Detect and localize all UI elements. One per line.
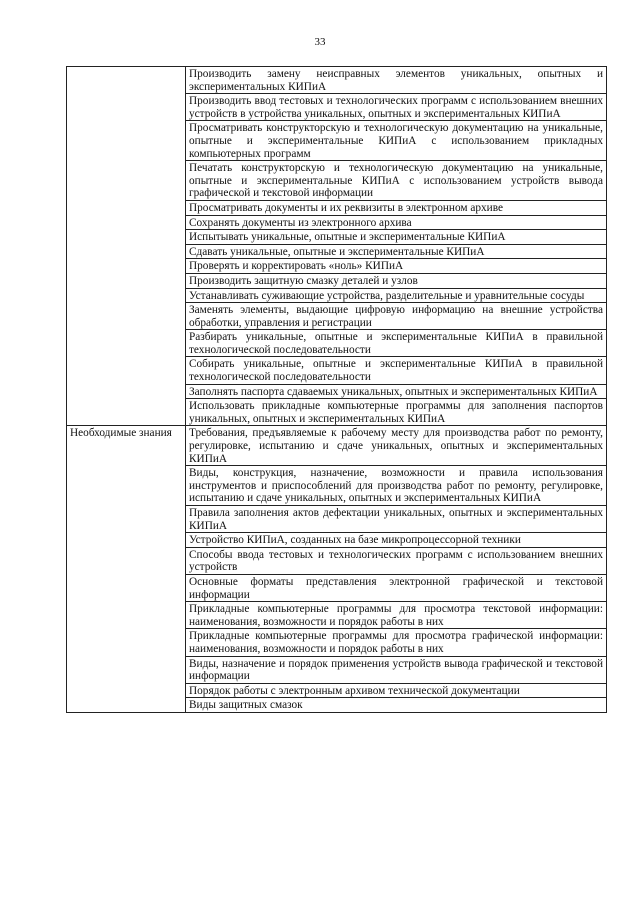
requirement-item: Устройство КИПиА, созданных на базе микропроцессорной техники bbox=[186, 533, 607, 548]
table-row bbox=[67, 67, 607, 94]
requirement-item: Проверять и корректировать «ноль» КИПиА bbox=[186, 259, 607, 274]
requirement-item: Просматривать конструкторскую и технологическую документацию на уникальные, опытные и экспериментальные КИПиА с использованием прикладных компьютерных программ bbox=[186, 121, 607, 161]
requirement-item: Сдавать уникальные, опытные и экспериментальные КИПиА bbox=[186, 244, 607, 259]
requirement-item: Способы ввода тестовых и технологических программ с использованием внешних устройств bbox=[186, 547, 607, 574]
requirement-item: Производить ввод тестовых и технологических программ с использованием внешних устройств в устройства уникальных, опытных и экспериментальных КИПиА bbox=[186, 94, 607, 121]
section-title-cell: Необходимые знания bbox=[67, 426, 186, 712]
requirement-item: Виды, назначение и порядок применения устройств вывода графической и текстовой информации bbox=[186, 656, 607, 683]
requirement-item: Собирать уникальные, опытные и экспериментальные КИПиА в правильной технологической последовательности bbox=[186, 357, 607, 384]
requirement-item: Заменять элементы, выдающие цифровую информацию на внешние устройства обработки, управления и регистрации bbox=[186, 303, 607, 330]
requirement-item: Устанавливать суживающие устройства, разделительные и уравнительные сосуды bbox=[186, 288, 607, 303]
requirement-item: Просматривать документы и их реквизиты в электронном архиве bbox=[186, 200, 607, 215]
requirement-item: Основные форматы представления электронной графической и текстовой информации bbox=[186, 574, 607, 601]
requirement-item: Прикладные компьютерные программы для просмотра графической информации: наименования, возможности и порядок работы в них bbox=[186, 629, 607, 656]
requirement-item: Испытывать уникальные, опытные и экспериментальные КИПиА bbox=[186, 230, 607, 245]
requirement-item: Производить защитную смазку деталей и узлов bbox=[186, 273, 607, 288]
requirement-item: Заполнять паспорта сдаваемых уникальных, опытных и экспериментальных КИПиА bbox=[186, 384, 607, 399]
requirement-item: Виды защитных смазок bbox=[186, 698, 607, 713]
requirement-item: Печатать конструкторскую и технологическую документацию на уникальные, опытные и экспериментальные КИПиА с использованием устройств вывода графической и текстовой информации bbox=[186, 161, 607, 201]
requirements-table bbox=[66, 66, 607, 713]
section-title-cell bbox=[67, 67, 186, 426]
requirement-item: Использовать прикладные компьютерные программы для заполнения паспортов уникальных, опытных и экспериментальных КИПиА bbox=[186, 399, 607, 426]
requirement-item: Сохранять документы из электронного архива bbox=[186, 215, 607, 230]
requirement-item: Требования, предъявляемые к рабочему месту для производства работ по ремонту, регулировке, испытанию и сдаче уникальных, опытных и экспериментальных КИПиА bbox=[186, 426, 607, 466]
table-row bbox=[67, 426, 607, 466]
requirement-item: Виды, конструкция, назначение, возможности и правила использования инструментов и приспособлений для производства работ по ремонту, регулировке, испытанию и сдаче уникальных, опытных и экспериментальных КИПиА bbox=[186, 466, 607, 506]
requirement-item: Порядок работы с электронным архивом технической документации bbox=[186, 683, 607, 698]
requirements-table-body bbox=[67, 67, 607, 713]
requirement-item: Разбирать уникальные, опытные и экспериментальные КИПиА в правильной технологической последовательности bbox=[186, 330, 607, 357]
page-number: 33 bbox=[314, 36, 326, 48]
requirement-item: Прикладные компьютерные программы для просмотра текстовой информации: наименования, возможности и порядок работы в них bbox=[186, 602, 607, 629]
requirement-item: Правила заполнения актов дефектации уникальных, опытных и экспериментальных КИПиА bbox=[186, 506, 607, 533]
requirement-item: Производить замену неисправных элементов уникальных, опытных и экспериментальных КИПиА bbox=[186, 67, 607, 94]
